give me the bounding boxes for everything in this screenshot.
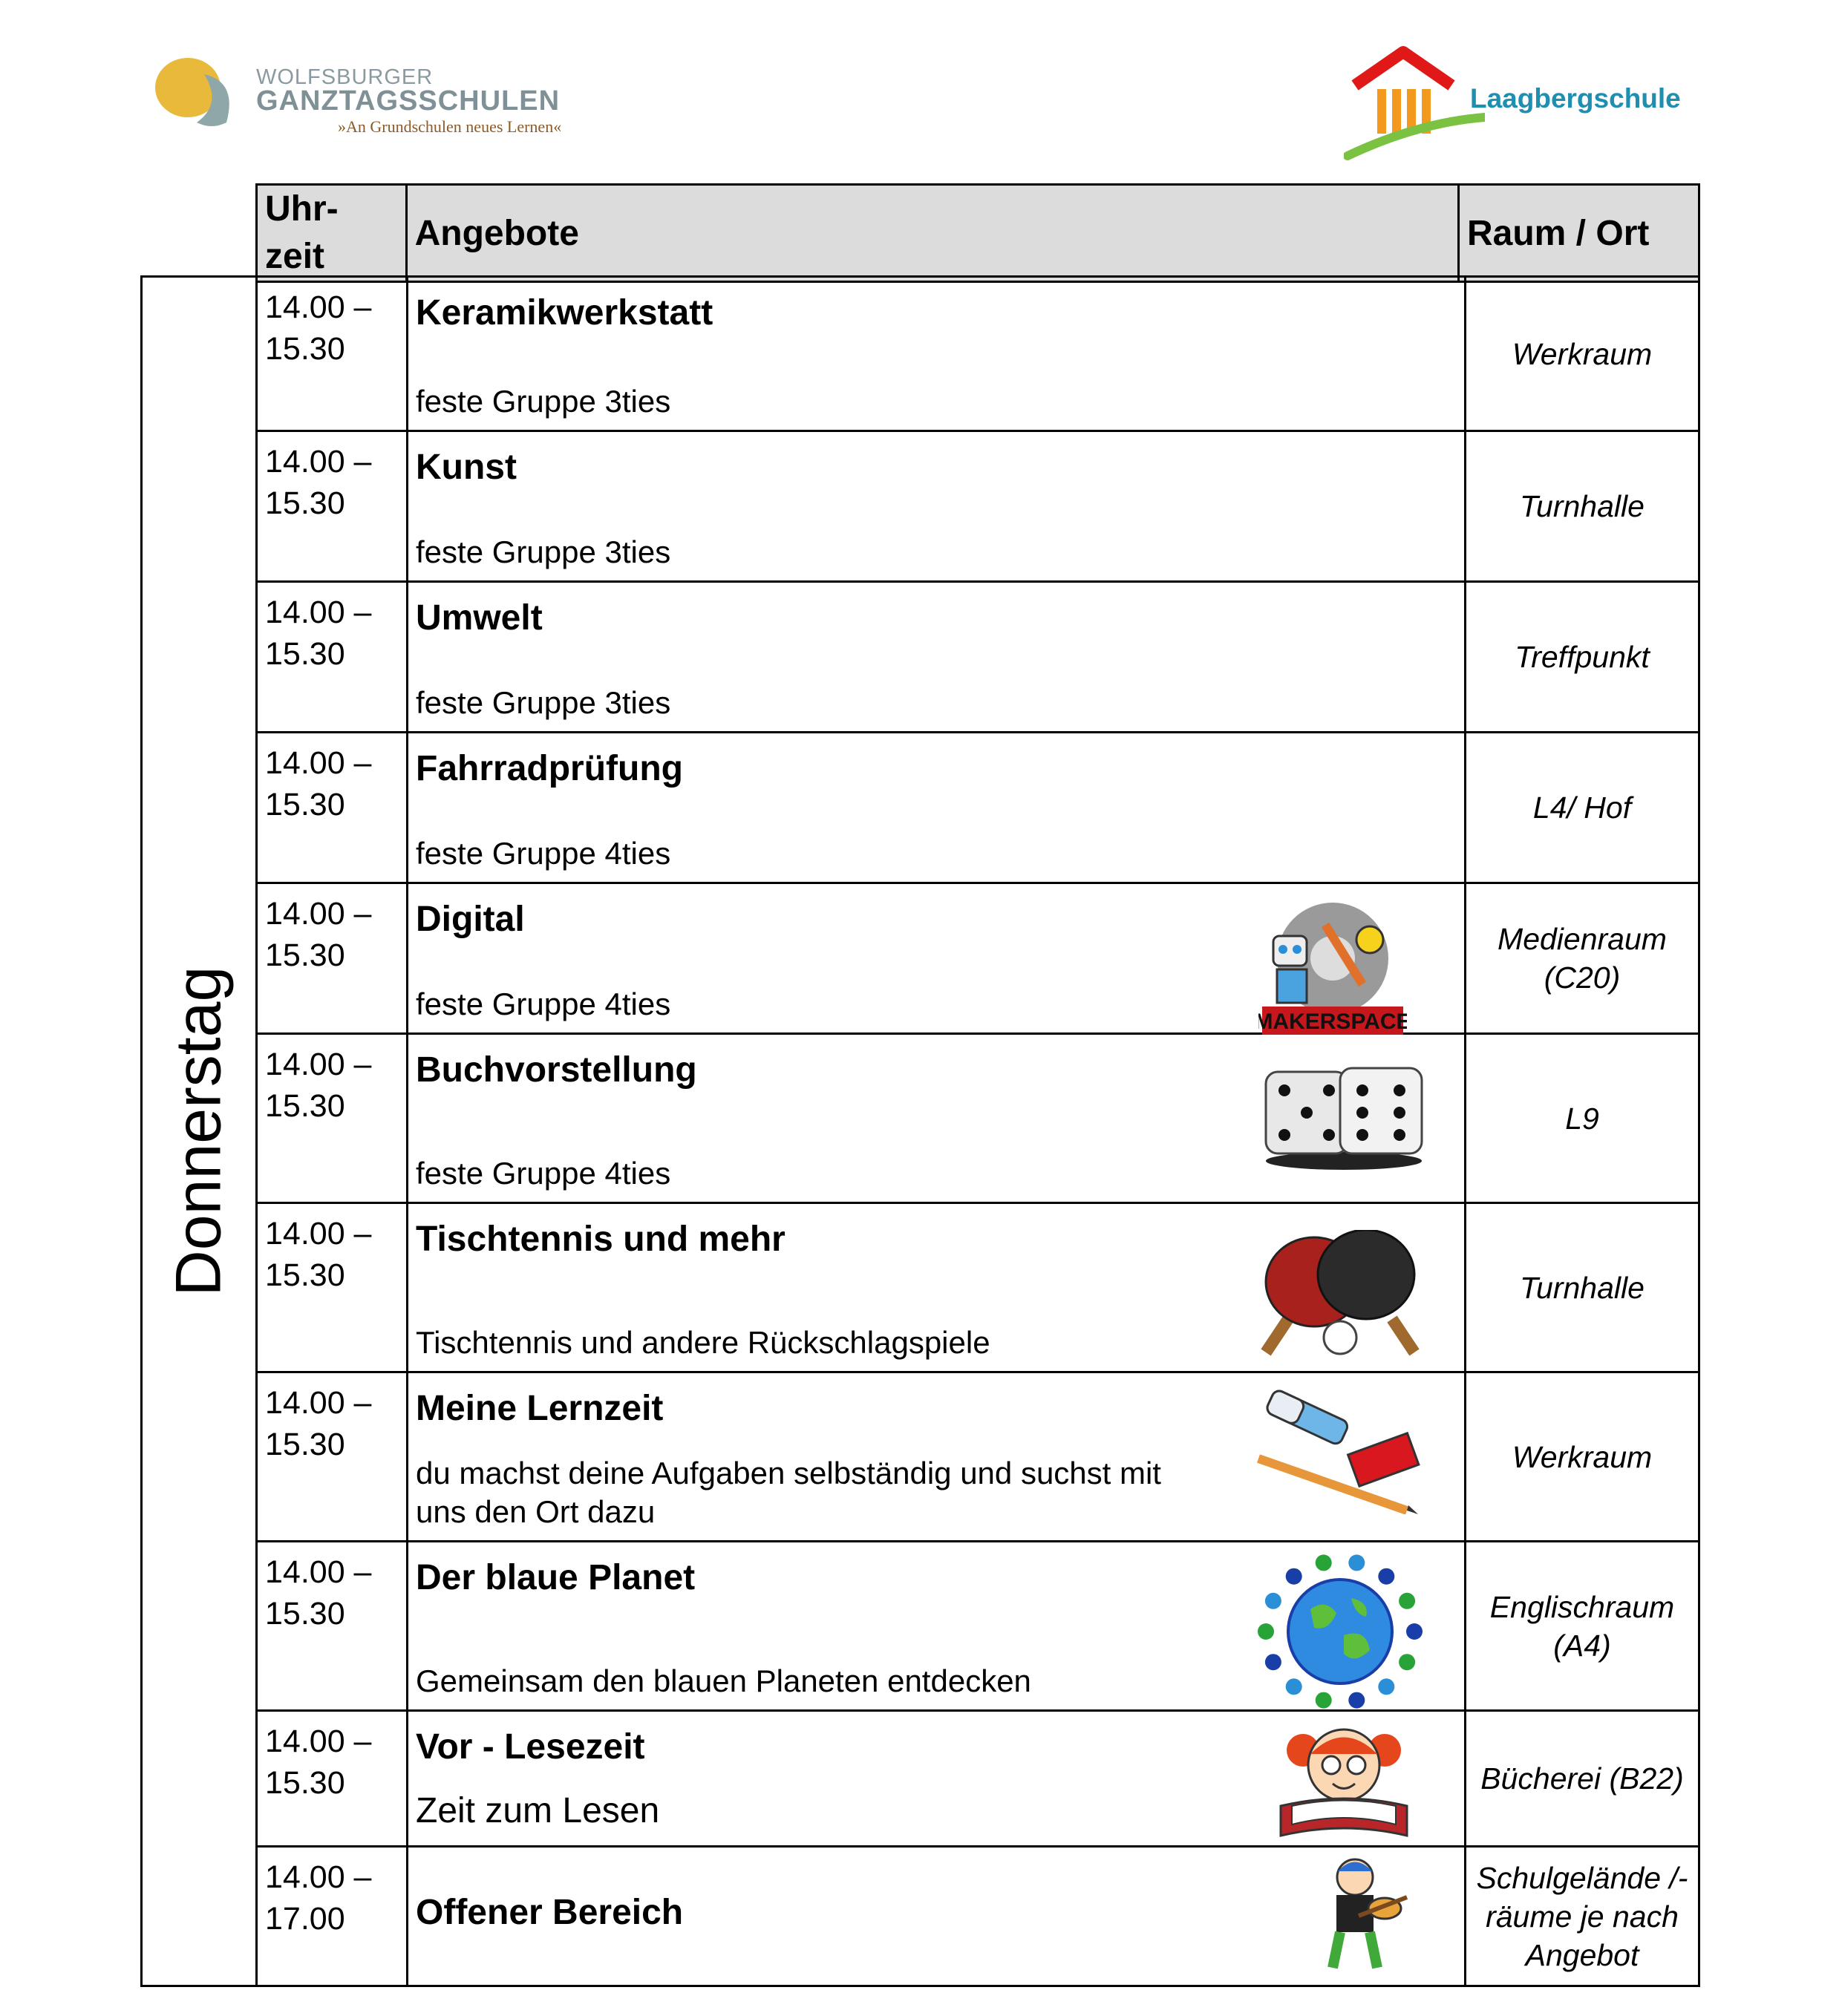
offer-cell: [408, 1372, 1466, 1542]
time-text: 14.00 – 15.30: [265, 1047, 372, 1124]
header-time: [257, 185, 407, 282]
globe-icon: [1247, 1546, 1433, 1725]
time-text: 14.00 – 15.30: [265, 595, 372, 672]
table-tennis-icon: [1258, 1230, 1422, 1368]
room-cell: [1466, 1542, 1699, 1711]
day-cell: [142, 277, 257, 1986]
svg-text:MAKERSPACE: MAKERSPACE: [1258, 1009, 1407, 1034]
room-text: Turnhalle: [1520, 1270, 1645, 1305]
wolfsburger-logo-mark-icon: [152, 52, 249, 134]
time-text: 14.00 – 15.30: [265, 444, 372, 521]
offer-title: Offener Bereich: [416, 1893, 684, 1932]
offer-subtitle: feste Gruppe 4ties: [416, 986, 671, 1021]
offer-cell: [408, 1034, 1466, 1203]
makerspace-icon: [1258, 895, 1407, 1044]
offer-title: Fahrradprüfung: [416, 749, 683, 788]
time-text: 14.00 – 15.30: [265, 1554, 372, 1632]
offer-subtitle: feste Gruppe 3ties: [416, 384, 671, 419]
offer-subtitle: Gemeinsam den blauen Planeten entdecken: [416, 1663, 1031, 1698]
room-text: L9: [1565, 1101, 1599, 1136]
room-cell: [1466, 883, 1699, 1034]
offer-subtitle: du machst deine Aufgaben selbständig und suchst mit uns den Ort dazu: [416, 1456, 1161, 1529]
time-cell: [257, 883, 408, 1034]
offer-title: Meine Lernzeit: [416, 1389, 664, 1428]
offer-subtitle: feste Gruppe 4ties: [416, 1156, 671, 1191]
schedule-row: [142, 1847, 1699, 1986]
pencil-eraser-icon: [1251, 1388, 1422, 1522]
room-cell: [1466, 277, 1699, 431]
room-cell: [1466, 582, 1699, 733]
time-cell: [257, 277, 408, 431]
offer-subtitle: Zeit zum Lesen: [416, 1791, 660, 1830]
laagbergschule-logo: [1344, 45, 1693, 167]
room-text: Englischraum (A4): [1489, 1589, 1675, 1663]
time-cell: [257, 1372, 408, 1542]
time-text: 14.00 – 15.30: [265, 745, 372, 822]
day-label: Donnerstag: [163, 966, 235, 1297]
room-text: L4/ Hof: [1532, 791, 1632, 825]
offer-title: Tischtennis und mehr: [416, 1220, 786, 1259]
offer-subtitle: Tischtennis und andere Rückschlagspiele: [416, 1325, 990, 1360]
header-offers-text: Angebote: [414, 213, 579, 253]
header-offers: [406, 185, 1458, 282]
wolfsburger-logo: [152, 52, 627, 141]
offer-subtitle: feste Gruppe 3ties: [416, 685, 671, 720]
school-house-icon: [1344, 45, 1485, 167]
schedule-row: [142, 582, 1699, 733]
room-text: Schulgelände /- räume je nach Angebot: [1476, 1860, 1688, 1972]
offer-title: Vor - Lesezeit: [416, 1727, 645, 1767]
room-cell: [1466, 1034, 1699, 1203]
schedule-row: [142, 431, 1699, 582]
time-cell: [257, 1542, 408, 1711]
offer-cell: [408, 277, 1466, 431]
room-cell: [1466, 431, 1699, 582]
time-cell: [257, 431, 408, 582]
reading-girl-icon: [1273, 1721, 1414, 1848]
offer-title: Buchvorstellung: [416, 1050, 697, 1090]
offer-cell: [408, 431, 1466, 582]
offer-title: Umwelt: [416, 598, 543, 638]
header-room: [1458, 185, 1699, 282]
room-text: Werkraum: [1512, 1439, 1653, 1474]
time-cell: [257, 1847, 408, 1986]
offer-cell: [408, 582, 1466, 733]
room-cell: [1466, 1847, 1699, 1986]
kid-guitar-icon: [1314, 1856, 1411, 1980]
time-cell: [257, 1711, 408, 1847]
offer-subtitle: feste Gruppe 4ties: [416, 836, 671, 871]
time-text: 14.00 – 15.30: [265, 1216, 372, 1293]
room-text: Bücherei (B22): [1480, 1761, 1684, 1796]
time-text: 14.00 – 15.30: [265, 1385, 372, 1462]
room-text: Treffpunkt: [1515, 640, 1650, 674]
schedule-table: [140, 275, 1700, 1987]
offer-title: Der blaue Planet: [416, 1558, 696, 1597]
time-cell: [257, 1034, 408, 1203]
time-text: 14.00 – 15.30: [265, 896, 372, 973]
logo-line1: WOLFSBURGER: [256, 65, 434, 89]
time-text: 14.00 – 15.30: [265, 1724, 372, 1801]
schedule-row: [142, 1711, 1699, 1847]
offer-cell: [408, 1542, 1466, 1711]
logo-line2: GANZTAGSSCHULEN: [256, 85, 561, 117]
offer-cell: [408, 1203, 1466, 1372]
dice-icon: [1258, 1061, 1429, 1180]
room-text: Werkraum: [1512, 336, 1653, 371]
time-cell: [257, 582, 408, 733]
offer-cell: [408, 883, 1466, 1034]
offer-title: Digital: [416, 900, 525, 939]
offer-cell: [408, 1711, 1466, 1847]
room-text: Medienraum (C20): [1498, 922, 1667, 995]
time-cell: [257, 733, 408, 883]
room-cell: [1466, 1372, 1699, 1542]
header-time-text: Uhr- zeit: [265, 189, 339, 276]
schedule-row: [142, 883, 1699, 1034]
offer-title: Keramikwerkstatt: [416, 293, 713, 333]
time-text: 14.00 – 17.00: [265, 1859, 372, 1937]
schedule-header: [255, 183, 1700, 283]
offer-cell: [408, 1847, 1466, 1986]
schedule-row: [142, 733, 1699, 883]
school-name: Laagbergschule: [1470, 83, 1681, 114]
offer-subtitle: feste Gruppe 3ties: [416, 534, 671, 569]
logo-tagline: »An Grundschulen neues Lernen«: [338, 117, 562, 136]
schedule-row: [142, 277, 1699, 431]
time-text: 14.00 – 15.30: [265, 289, 372, 367]
room-cell: [1466, 1203, 1699, 1372]
time-cell: [257, 1203, 408, 1372]
schedule-row: [142, 1372, 1699, 1542]
schedule-row: [142, 1034, 1699, 1203]
schedule-row: [142, 1542, 1699, 1711]
header-room-text: Raum / Ort: [1466, 213, 1650, 253]
offer-cell: [408, 733, 1466, 883]
room-cell: [1466, 1711, 1699, 1847]
schedule-row: [142, 1203, 1699, 1372]
room-text: Turnhalle: [1520, 489, 1645, 523]
offer-title: Kunst: [416, 448, 517, 487]
room-cell: [1466, 733, 1699, 883]
